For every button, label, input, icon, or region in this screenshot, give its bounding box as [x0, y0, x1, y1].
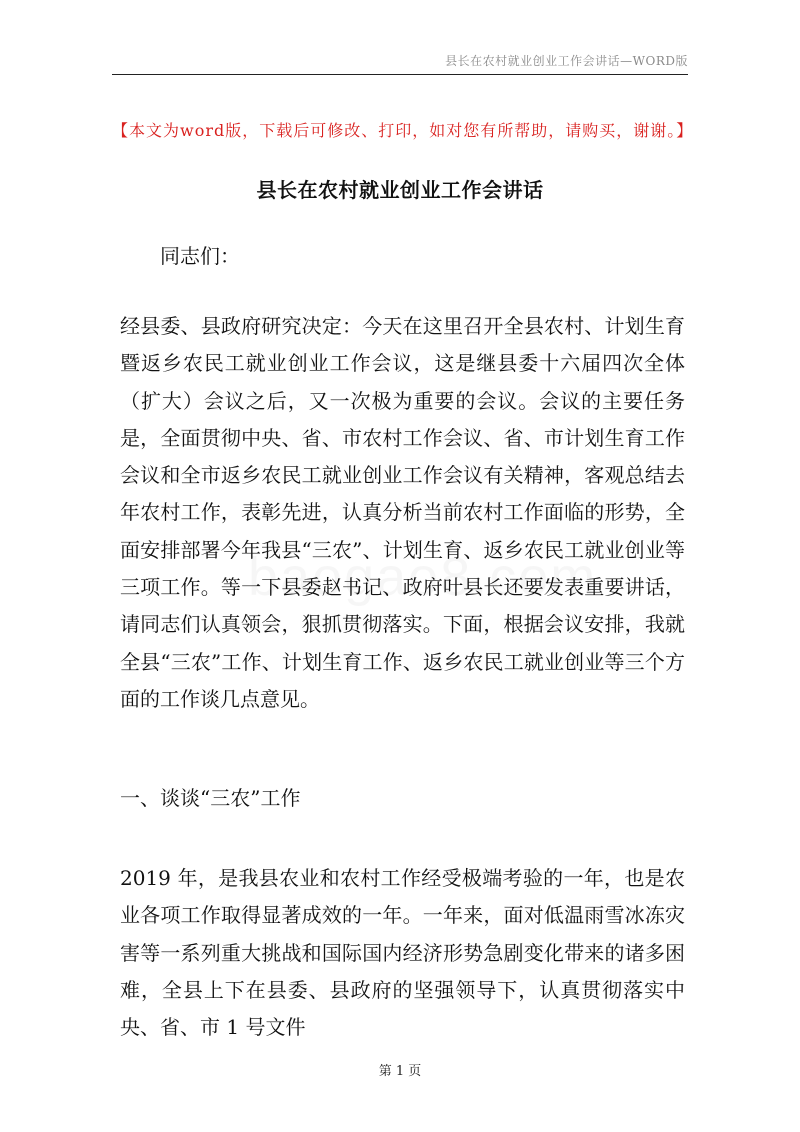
- header-rule: [112, 74, 688, 75]
- salutation: 同志们：: [160, 244, 240, 268]
- running-header: 县长在农村就业创业工作会讲话—WORD版: [445, 54, 688, 68]
- body-paragraph-2: 2019 年，是我县农业和农村工作经受极端考验的一年，也是农业各项工作取得显著成效的一年。一年来，面对低温雨雪冰冻灾害等一系列重大挑战和国际国内经济形势急剧变化带来的诸多困难，全县上下在县委、县政府的坚强领导下，认真贯彻落实中央、省、市 1 号文件: [120, 866, 685, 1040]
- body-paragraph-1: 经县委、县政府研究决定：今天在这里召开全县农村、计划生育暨返乡农民工就业创业工作会议，这是继县委十六届四次全体（扩大）会议之后，又一次极为重要的会议。会议的主要任务是，全面贯彻中央、省、市农村工作会议、省、市计划生育工作会议和全市返乡农民工就业创业工作会议有关精神，客观总结去年农村工作，表彰先进，认真分析当前农村工作面临的形势，全面安排部署今年我县“三农”、计划生育、返乡农民工就业创业等三项工作。等一下县委赵书记、政府叶县长还要发表重要讲话，请同志们认真领会，狠抓贯彻落实。下面，根据会议安排，我就全县“三农”工作、计划生育工作、返乡农民工就业创业等三个方面的工作谈几点意见。: [120, 314, 685, 711]
- document-title: 县长在农村就业创业工作会讲话: [256, 178, 544, 202]
- page-number: 第 1 页: [378, 1064, 422, 1079]
- purchase-notice: 【本文为word版，下载后可修改、打印，如对您有所帮助，请购买，谢谢。】: [112, 121, 694, 140]
- section-heading-1: 一、谈谈“三农”工作: [120, 786, 301, 810]
